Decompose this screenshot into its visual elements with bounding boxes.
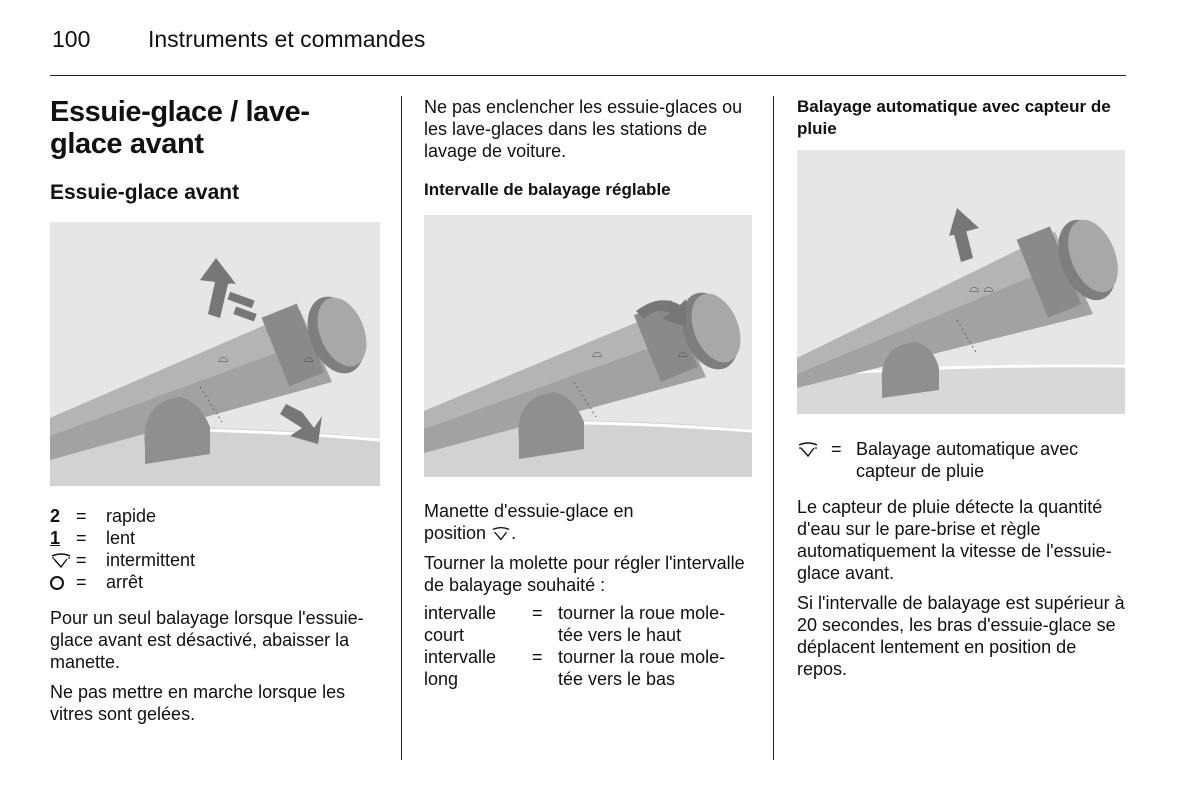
column-3 [797,96,1127,680]
interval-definition-table [424,602,752,690]
legend-label-fast: rapide [106,506,157,526]
section-heading: Essuie-glace / lave-glace avant [50,96,310,160]
intermittent-wiper-icon [50,553,72,569]
svg-text:⌓ ⌓: ⌓ ⌓ [969,281,994,296]
page-header [52,26,425,53]
legend-label-slow: lent [106,528,136,548]
header-rule [50,75,1126,76]
legend-key-2: 2 [50,506,61,526]
rain-sensor-legend: = Balayage automatique avec capteur de pluie [797,438,1127,482]
svg-text:⌓: ⌓ [592,346,603,361]
auto-wiper-label: Balayage automatique avec capteur de pluie [856,439,1079,481]
wiper-speed-legend [50,505,380,593]
legend-label-off: arrêt [106,572,144,592]
svg-text:⌓: ⌓ [218,351,229,366]
car-wash-warning: Ne pas enclencher les essuie-glaces ou les lave-glaces dans les stations de lavage de voiture. [424,97,743,161]
turn-wheel-paragraph: Tourner la molette pour régler l'intervalle de balayage souhaité : [424,553,745,595]
intermittent-wiper-icon [491,526,511,542]
svg-text:⌓: ⌓ [304,351,314,365]
column-divider-1 [401,96,402,760]
legend-row-fast: 2 = rapide [50,506,157,526]
rain-sensor-paragraph: Le capteur de pluie détecte la quantité d'eau sur le pare-brise et règle automatiquement la vitesse de l'essuie-glace avant. [797,497,1112,583]
legend-row-slow: 1 = lent [50,528,136,548]
column-divider-2 [773,96,774,760]
legend-row-off: = arrêt [50,571,380,593]
interval-wheel-illustration [424,215,752,477]
wiper-lever-illustration [50,222,380,486]
auto-wiper-icon [797,442,819,458]
off-circle-icon [50,575,72,591]
single-wipe-paragraph: Pour un seul balayage lorsque l'essuie-glace avant est désactivé, abaisser la manette. [50,608,364,672]
interval-rest-paragraph: Si l'intervalle de balayage est supérieur à 20 secondes, les bras d'essuie-glace se déplacent lentement en position de repos. [797,593,1125,679]
wiper-lever-figure [50,222,380,486]
column-2 [424,96,752,690]
rain-sensor-heading: Balayage automatique avec capteur de pluie [797,97,1111,138]
definition-row-long: intervalle long = tourner la roue mole- tée vers le bas [424,647,726,689]
subsection-heading: Essuie-glace avant [50,181,240,204]
svg-text:⌓: ⌓ [678,346,688,360]
lever-position-paragraph: Manette d'essuie-glace en position . [424,501,634,543]
adjustable-interval-heading: Intervalle de balayage réglable [424,180,671,199]
legend-row-intermittent: = intermittent [50,549,380,571]
definition-row-short: intervalle court = tourner la roue mole- tée vers le haut [424,603,726,645]
page-number: 100 [52,26,91,52]
section-title: Instruments et commandes [148,26,426,52]
interval-wheel-figure [424,215,752,477]
frozen-warning-paragraph: Ne pas mettre en marche lorsque les vitres sont gelées. [50,682,346,724]
rain-sensor-illustration [797,150,1125,414]
rain-sensor-figure [797,150,1125,414]
legend-label-intermittent: intermittent [106,550,196,570]
column-1 [50,96,380,725]
legend-key-1: 1 [50,528,61,548]
